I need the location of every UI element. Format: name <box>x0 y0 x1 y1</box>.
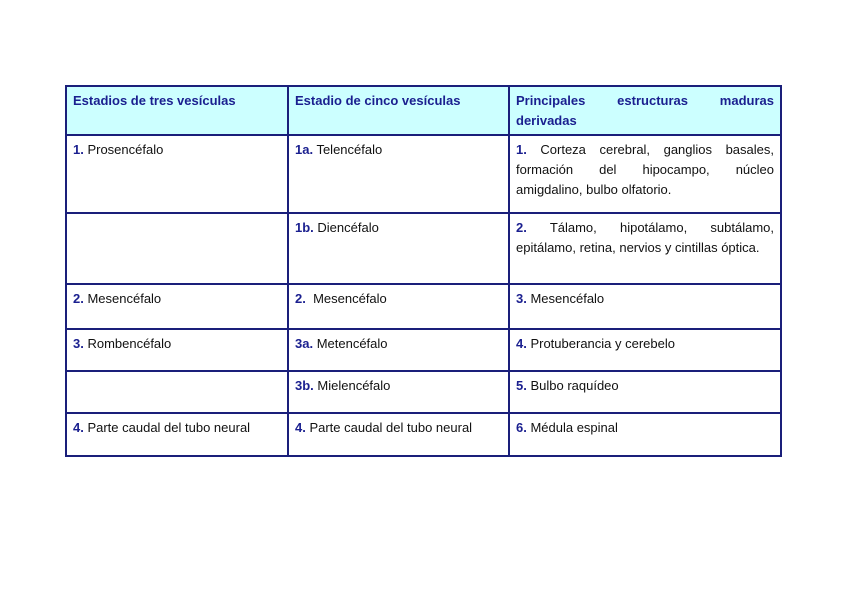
table-row <box>66 329 781 371</box>
table-cell: 1a. Telencéfalo <box>288 135 509 213</box>
table-row <box>66 213 781 284</box>
table-row <box>66 135 781 213</box>
table-row <box>66 284 781 329</box>
table-cell: 4. Protuberancia y cerebelo <box>509 329 781 371</box>
header-row <box>66 86 781 135</box>
table-cell: 3a. Metencéfalo <box>288 329 509 371</box>
table-cell: 6. Médula espinal <box>509 413 781 456</box>
vesicle-stages-table <box>65 85 782 457</box>
table-cell: 4. Parte caudal del tubo neural <box>66 413 288 456</box>
header-three-vesicles: Estadios de tres vesículas <box>66 86 288 135</box>
table-cell <box>66 213 288 284</box>
table-cell: 5. Bulbo raquídeo <box>509 371 781 413</box>
table-cell: 3. Mesencéfalo <box>509 284 781 329</box>
table-row <box>66 413 781 456</box>
table-cell: 2. Tálamo, hipotálamo, subtálamo, epitálamo, retina, nervios y cintillas óptica. <box>509 213 781 284</box>
table-row <box>66 371 781 413</box>
table-cell: 1b. Diencéfalo <box>288 213 509 284</box>
table-cell: 3b. Mielencéfalo <box>288 371 509 413</box>
table-cell <box>66 371 288 413</box>
table-cell: 3. Rombencéfalo <box>66 329 288 371</box>
table-cell: 4. Parte caudal del tubo neural <box>288 413 509 456</box>
table-cell: 1. Prosencéfalo <box>66 135 288 213</box>
table-cell: 1. Corteza cerebral, ganglios basales, formación del hipocampo, núcleo amigdalino, bulbo olfatorio. <box>509 135 781 213</box>
header-mature-structures: Principales estructuras maduras derivadas <box>509 86 781 135</box>
table-cell: 2. Mesencéfalo <box>66 284 288 329</box>
table-cell: 2. Mesencéfalo <box>288 284 509 329</box>
header-five-vesicles: Estadio de cinco vesículas <box>288 86 509 135</box>
